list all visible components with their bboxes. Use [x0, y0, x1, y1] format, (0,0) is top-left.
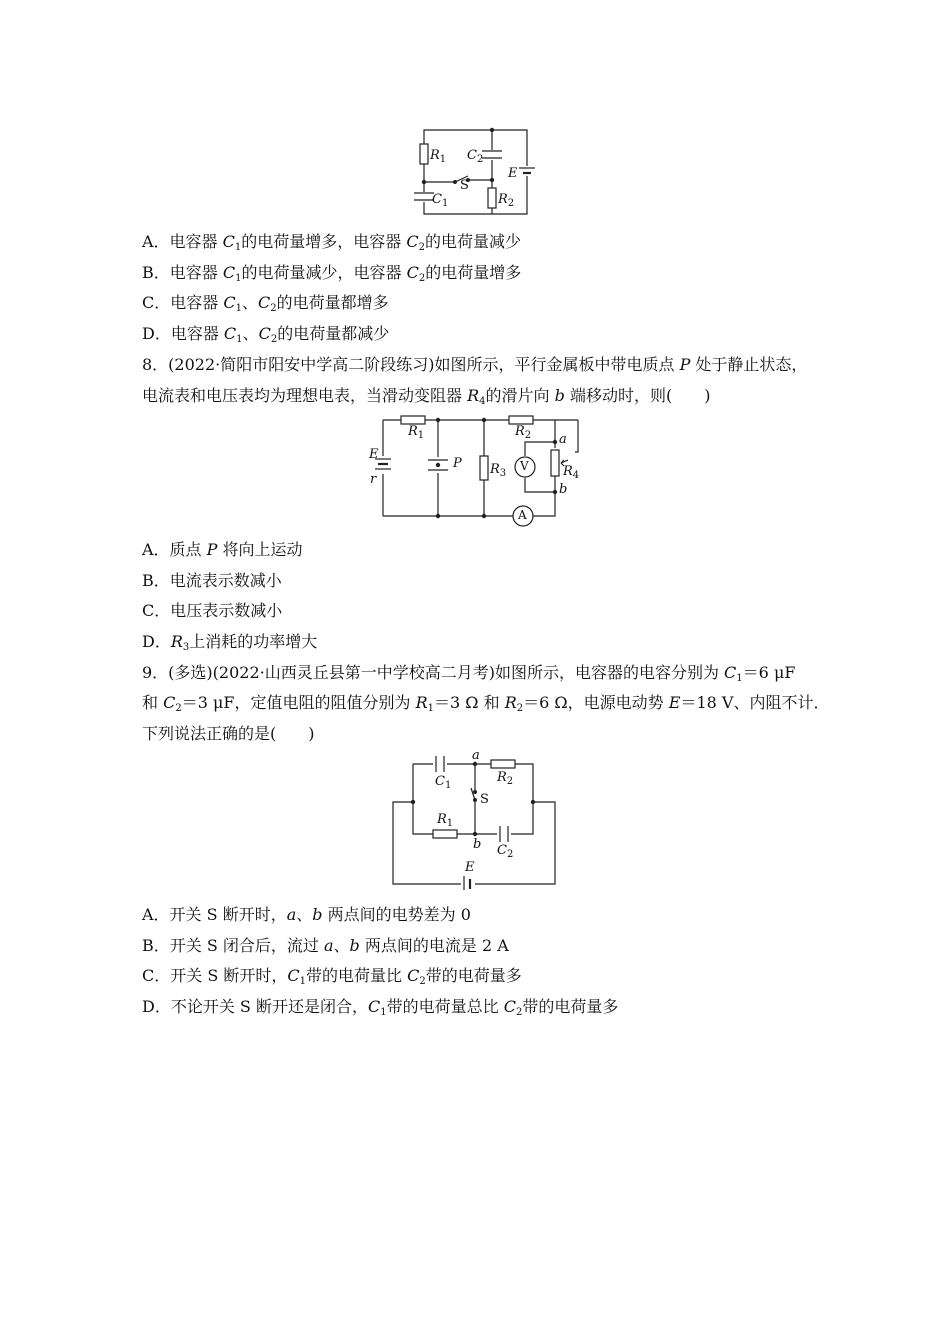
circuit-figure-1 [410, 120, 540, 220]
q7-option-d: D．电容器 $C_1$、$C_2$的电荷量都减少 [142, 324, 390, 345]
q8-option-d: D．$R_3$上消耗的功率增大 [142, 632, 318, 653]
q9-option-d: D．不论开关 S 断开还是闭合，$C_1$带的电荷量总比 $C_2$带的电荷量多 [142, 997, 619, 1018]
p-label: P [453, 456, 462, 471]
q9-stem-line-2: 和 $C_2=3$ μF，定值电阻的阻值分别为 $R_1=3$ Ω 和 $R_2=6$ Ω，电源电动势 E＝18 V、内阻不计． [142, 693, 830, 714]
q8-option-a: A．质点 P 将向上运动 [142, 540, 303, 559]
r3-label: $R_3$ [490, 462, 507, 479]
r4-label: $R_4$ [563, 464, 580, 481]
internal-r-label: r [370, 472, 377, 487]
q8-option-b: B．电流表示数减小 [142, 571, 282, 590]
q7-option-b: B．电容器 $C_1$的电荷量减少，电容器 $C_2$的电荷量增多 [142, 263, 522, 284]
point-a-label: a [472, 748, 480, 763]
q8-stem-line-1: 8．(2022·简阳市阳安中学高二阶段练习)如图所示，平行金属板中带电质点 P 处于静止状态， [142, 355, 808, 374]
q9-stem-line-1: 9．(多选)(2022·山西灵丘县第一中学校高二月考)如图所示，电容器的电容分别为 $C_1=6$ μF [142, 663, 796, 684]
r2-label: $R_2$ [497, 770, 514, 787]
q9-option-a: A．开关 S 断开时，a、b 两点间的电势差为 0 [142, 905, 471, 924]
point-a-label: a [559, 432, 567, 447]
c2-label: $C_2$ [497, 843, 514, 860]
e-label: E [508, 166, 518, 181]
c1-label: $C_1$ [432, 192, 449, 209]
voltmeter-label: V [520, 459, 529, 473]
q7-option-a: A．电容器 $C_1$的电荷量增多，电容器 $C_2$的电荷量减少 [142, 232, 522, 253]
e-label: E [465, 860, 475, 875]
q8-option-c: C．电压表示数减小 [142, 601, 283, 620]
point-b-label: b [559, 482, 568, 497]
q9-stem-line-3: 下列说法正确的是( ) [142, 724, 315, 743]
q7-option-c: C．电容器 $C_1$、$C_2$的电荷量都增多 [142, 293, 389, 314]
q9-option-c: C．开关 S 断开时，$C_1$带的电荷量比 $C_2$带的电荷量多 [142, 966, 522, 987]
point-b-label: b [473, 837, 482, 852]
ammeter-label: A [518, 508, 527, 522]
e-label: E [369, 447, 379, 462]
r1-label: $R_1$ [408, 424, 425, 441]
r2-label: $R_2$ [498, 192, 515, 209]
r2-label: $R_2$ [515, 424, 532, 441]
c1-label: $C_1$ [435, 774, 452, 791]
q9-option-b: B．开关 S 闭合后，流过 a、b 两点间的电流是 2 A [142, 936, 509, 955]
r1-label: $R_1$ [437, 812, 454, 829]
c2-label: $C_2$ [467, 148, 484, 165]
switch-label: S [460, 178, 469, 193]
r1-label: $R_1$ [430, 148, 447, 165]
circuit-figure-9 [385, 748, 565, 890]
circuit-figure-8 [365, 412, 595, 530]
q8-stem-line-2: 电流表和电压表均为理想电表，当滑动变阻器 $R_4$的滑片向 b 端移动时，则( ) [142, 386, 711, 407]
switch-label: S [480, 792, 489, 807]
